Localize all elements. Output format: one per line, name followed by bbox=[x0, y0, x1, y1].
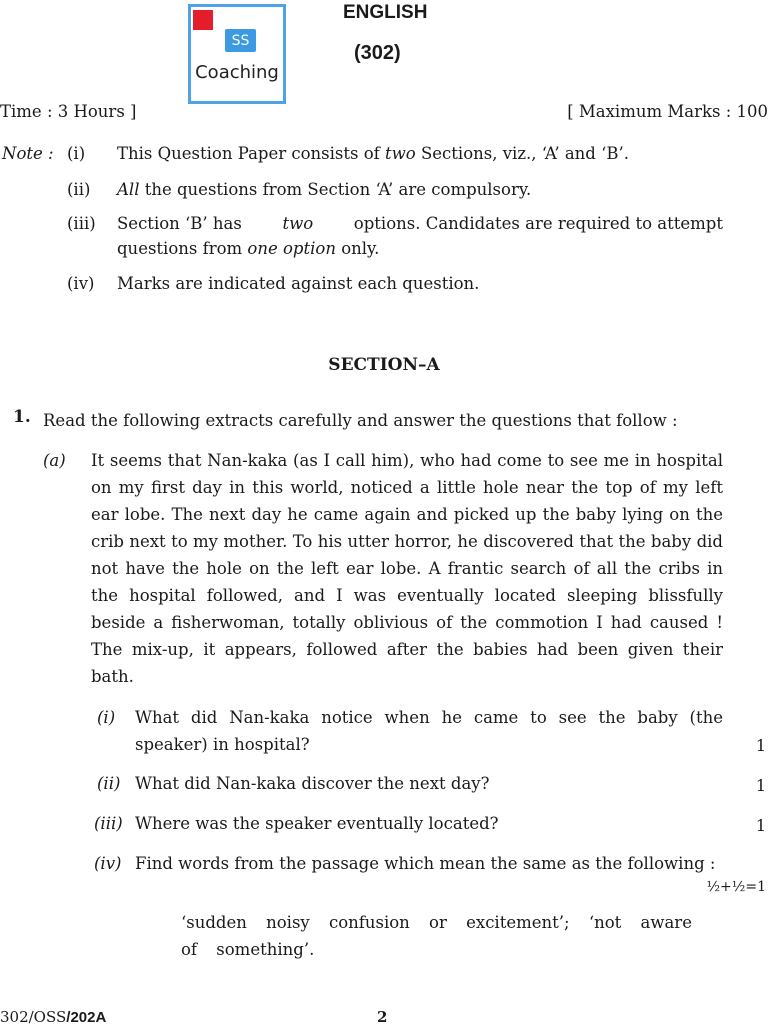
subquestion-num: (iii) bbox=[94, 814, 123, 833]
maximum-marks: [ Maximum Marks : 100 bbox=[567, 102, 768, 121]
logo-name: Coaching bbox=[195, 62, 279, 83]
subquestion-text: Find words from the passage which mean the same as the following : bbox=[135, 854, 716, 873]
subquestion-marks: ½+½=1 bbox=[706, 879, 766, 895]
subquestion-marks: 1 bbox=[755, 736, 766, 755]
note-item: All the questions from Section ‘A’ are compulsory. bbox=[117, 180, 532, 199]
question-instruction: Read the following extracts carefully and answer the questions that follow : bbox=[43, 411, 678, 430]
question-number: 1. bbox=[13, 407, 31, 427]
page-number: 2 bbox=[377, 1008, 388, 1026]
subquestion-num: (i) bbox=[97, 708, 116, 727]
ss-coaching-logo bbox=[188, 4, 286, 104]
logo-red-square bbox=[193, 10, 213, 30]
note-num: (iv) bbox=[67, 274, 95, 293]
subquestion-num: (ii) bbox=[97, 774, 121, 793]
section-heading: SECTION–A bbox=[328, 355, 440, 375]
passage: It seems that Nan-kaka (as I call him), who had come to see me in hospital on my first day in this world, noticed a little hole near the top of my left ear lobe. The next day he came again and picked up the baby lying on the crib next to my mother. To his utter horror, he discovered that the baby did not have the hole on the left ear lobe. A frantic search of all the cribs in the hospital followed, and I was eventually located sleeping blissfully beside a fisherwoman, totally oblivious of the commotion I had caused ! The mix-up, it appears, followed after the babies had been given their bath. bbox=[91, 451, 723, 686]
paper-code: 302/OSS/202A bbox=[0, 1008, 107, 1026]
word-meanings-quote: ‘sudden noisy confusion or excitement’; ‘not aware of something’. bbox=[181, 913, 692, 959]
subquestion-marks: 1 bbox=[755, 816, 766, 835]
note-num: (iii) bbox=[67, 214, 96, 233]
note-num: (ii) bbox=[67, 180, 91, 199]
part-label: (a) bbox=[43, 451, 66, 470]
subquestion-num: (iv) bbox=[94, 854, 122, 873]
note-label: Note : bbox=[2, 144, 54, 163]
subquestion-marks: 1 bbox=[755, 776, 766, 795]
subject-title: ENGLISH bbox=[343, 2, 428, 23]
subquestion-text: Where was the speaker eventually located? bbox=[135, 814, 499, 833]
subquestion-text: What did Nan-kaka notice when he came to see the baby (the speaker) in hospital? bbox=[135, 708, 723, 754]
note-item: Marks are indicated against each question. bbox=[117, 274, 480, 293]
subquestion-text: What did Nan-kaka discover the next day? bbox=[135, 774, 490, 793]
subject-code: (302) bbox=[354, 42, 401, 64]
note-item: Section ‘B’ has two options. Candidates are required to attempt questions from one option only. bbox=[117, 214, 723, 258]
time-allowed: Time : 3 Hours ] bbox=[0, 102, 137, 121]
note-num: (i) bbox=[67, 144, 86, 163]
note-item: This Question Paper consists of two Sections, viz., ‘A’ and ‘B’. bbox=[117, 144, 629, 163]
logo-badge: SS bbox=[225, 29, 256, 52]
